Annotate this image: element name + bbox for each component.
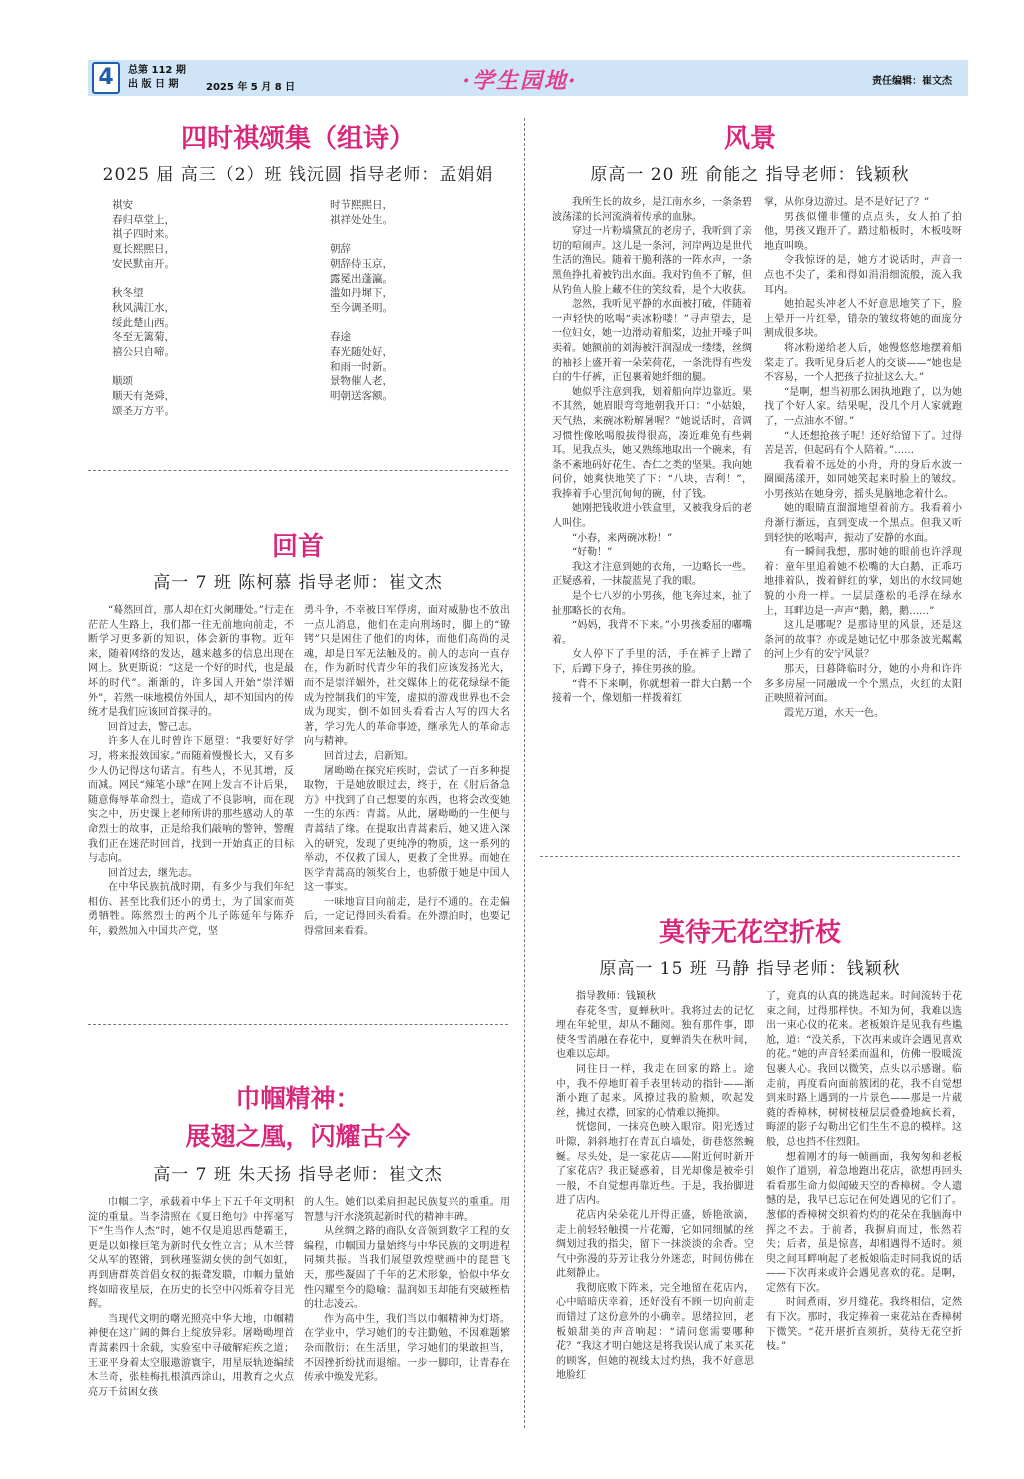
jinguo-title	[88, 1080, 508, 1156]
paragraph: 她似乎注意到我，划着船向岸边靠近。果不其然，她眉眼弯弯地朝我开口：“小姑娘，天气热，来碗冰粉解暑喔？”她说话时，音调习惯性像吆喝般拔得很高，凑近难免有些刺耳。见我点头，她又熟练地取出一个碗来，有条不紊地码好花生、杏仁之类的坚果。我向她问价，她爽快地笑了下：“八块，吉利！”，我捧着手心里沉甸甸的碗，付了钱。	[552, 386, 752, 500]
fengjing-byline: 原高一 20 班 俞能之 指导老师：钱颖秋	[590, 165, 910, 185]
huishou-byline: 高一 7 班 陈柯慕 指导老师：崔文杰	[153, 573, 443, 593]
paragraph: 是个七八岁的小男孩，他飞奔过来，扯了扯那略长的衣角。	[552, 591, 752, 617]
paragraph: 这儿是哪呢？是那诗里的风景，还是这条河的故事？亦或是她记忆中那条波光粼粼的河上少有的安宁风景？	[764, 620, 962, 661]
paragraph: 当现代文明的曙光照亮中华大地，巾帼精神便在这广阔的舞台上绽放异彩。屠呦呦埋首青蒿素四十余载，实验室中寻破解疟疾之道；王亚平身着太空服遨游寰宇，用星辰轨迹编续木兰奇，张桂梅扎根滇西涂山，用教育之火点亮万千贫困女孩	[88, 1313, 294, 1398]
paragraph: 花店内朵朵花儿开得正盛，娇艳欲滴，走上前轻轻触摸一片花瓣，它如同细腻的丝绸划过我的指尖，留下一抹淡淡的余香。空气中弥漫的芬芳让我分外迷恋，时间仿佛在此刻静止。	[556, 1209, 754, 1280]
paragraph: 将冰粉递给老人后，她慢悠悠地摆着船桨走了。我听见身后老人的交谈——“她也是不容易，一个人把孩子拉扯这么大。”	[764, 342, 962, 384]
paragraph: 她拍起头冲老人不好意思地笑了下，脸上晕开一片红晕，错杂的皱纹将她的面庞分割成很多块。	[764, 299, 962, 340]
modai-column-1	[556, 990, 754, 1384]
paragraph: 指导教师：钱颖秋	[576, 991, 656, 1002]
paragraph: 作为高中生，我们当以巾帼精神为灯塔。在学业中，学习她们的专注勤勉，不因难题繁杂而散衍；在生活里，学习她们的果敢担当，不因挫折纷扰而退缩。一步一脚印，让青春在传承中焕发光彩。	[304, 1313, 510, 1384]
paragraph: 我看着不远处的小舟，舟的身后水波一圈圈荡漾开，如同她笑起来时脸上的皱纹。小男孩站在她身旁，摇头晃脑地念着什么。	[764, 459, 962, 500]
paragraph: 了，竟真的认真的挑选起来。时间流转于花束之间，过得那样快。不知为何，我难以选出一束心仪的花来。老板娘许是见我有些尴尬，道：“没关系，下次再来或许会遇见喜欢的花。”她的声音轻柔而温和，仿佛一股暖流包裹人心。我回以微笑，点头以示感谢。临走前，再度看向面前簇团的花，我不自觉想到来时路上遇到的一片景色——那是一片葳蕤的香樟林，树树枝桠层层叠叠地疯长着，晦涩的影子勾勒出它们生生不息的模样。这般，总也挡不住烈阳。	[766, 991, 962, 1148]
fengjing-column-2	[764, 196, 962, 721]
paragraph: 女人停下了手里的活，手在裤子上蹭了下，后蹲下身子，捧住男孩的脸。	[552, 649, 752, 675]
paragraph: 她刚把钱收进小铁盒里，又被我身后的老人叫住。	[552, 503, 752, 530]
divider-left-2	[88, 1024, 508, 1025]
jinguo-title-line-1: 巾帼精神：	[235, 1084, 361, 1113]
date-label: 出 版 日 期	[128, 79, 179, 90]
divider-left-1	[88, 470, 508, 471]
paragraph: 那天，日暮降临时分，她的小舟和许许多多房屋一同融成一个个黑点，火红的太阳正映照着河面。	[764, 664, 962, 705]
huishou-column-2	[304, 604, 510, 940]
paragraph: 有一瞬间我想，那时她的眼前也许浮现着：童年里追着她不松嘴的大白鹅，正乖巧地排着队，拨着鲜红的掌，划出的水纹同她貌的小舟一样。一层层蓬松的毛浮在绿水上，耳畔边是一声声“鹅，鹅，鹅……”	[764, 547, 962, 617]
paragraph: 屠呦呦在探究疟疾时，尝试了一百多种提取物，于是她放眼过去，终于，在《肘后备急方》中找到了自己想要的东西，也将会改变她一生的东西：青蒿。从此，屠呦呦的一生便与青蒿结了缘。在提取出青蒿素后，她又进入深入的研究，发现了更纯净的物质，这一系列的举动，不仅救了国人，更救了全世界。而她在医学青蒿高的领奖台上，也骄傲于她是中国人这一事实。	[304, 765, 510, 894]
paragraph: 霞光万道，水天一色。	[784, 707, 884, 719]
jinguo-title-line-2: 展翅之凰，闪耀古今	[185, 1122, 411, 1151]
paragraph: 我彻底败下阵来，完全地留在花店内，心中暗暗庆幸着，还好没有不顾一切向前走而错过了这份意外的小确幸。思绪拉回，老板娘甜美的声音响起：“请问您需要哪种花？”我这才明白她这是将我误认成了来买花的顾客，但她的视线太过灼热，我不好意思地脸红	[556, 1282, 754, 1382]
huishou-title: 回首	[271, 532, 324, 562]
paragraph: 春花冬雪，夏蝉秋叶。我将过去的记忆埋在年轮里，却从不翻阅。独有那件事，即使冬雪消融在春花中，夏蝉消失在秋叶间，也难以忘却。	[556, 1005, 754, 1061]
paragraph: 在中华民族抗战时期，有多少与我们年纪相仿、甚至比我们还小的勇士，为了国家而英勇牺牲。陈然烈士的两个儿子陈延年与陈乔年，毅然加入中国共产党，坚	[88, 882, 294, 938]
paragraph: 想着刚才的每一帧画面，我匆匆和老板娘作了道别，着急地跑出花店，欲想再回头看看那生命力似闻破天空的香樟树。令人遗憾的是，我早已忘记在何处遇见的它们了。葱郁的香樟树交织着灼灼的花朵在我脑海中挥之不去。于前者，我摒肩而过，怅然若失；后者，虽是惊喜，却相遇得不适时。须臾之间耳畔响起了老板娘临走时同我说的话——下次再来或许会遇见喜欢的花。是啊，定然有下次。	[766, 1151, 962, 1294]
paragraph: 回首过去，启新知。	[324, 750, 414, 762]
paragraph: 男孩似懂非懂的点点头，女人拍了拍他，男孩又跑开了。踏过船板时，木板吱呀地直叫唤。	[764, 211, 962, 252]
paragraph: 她的眼睛直溜溜地望着前方。我看着小舟渐行渐远，直到变成一个黑点。但我又听到轻快的吆喝声，振动了安静的水面。	[764, 503, 962, 544]
paragraph: 同往日一样，我走在回家的路上。途中，我不停地盯着手表里转动的指针——渐渐小跑了起来。风撩过我的脸颊，吹起发丝，拂过衣襟，回家的心情难以掩抑。	[556, 1063, 754, 1119]
modai-column-2	[766, 990, 962, 1355]
paragraph: 时间煮雨，岁月缝花。我终相信，定然有下次。那时，我定捧着一束花站在香樟树下微笑。“花开堪折直须折，莫待无花空折枝。”	[766, 1297, 962, 1353]
jinguo-column-2	[304, 1196, 510, 1386]
modai-byline: 原高一 15 班 马静 指导老师：钱颖秋	[599, 959, 901, 979]
paragraph: 我所生长的故乡，是江南水乡，一条条碧波荡漾的长河流淌着传承的血脉。	[552, 197, 752, 223]
paragraph: 从丝绸之路的商队女音领到数字工程的女编程，巾帼国力量始终与中华民族的文明进程同频共振。当我们展望敦煌壁画中的琵琶飞天，那些凝固了千年的艺术形象，恰似中华女性闪耀至今的隐喻：温润如玉却能有突破桎梏的壮志凌云。	[304, 1226, 510, 1311]
paragraph: “妈妈，我背不下来。”小男孩委屈的嘟嘴着。	[552, 620, 752, 646]
paragraph: 勇斗争，不幸被日军俘虏，面对威胁也不放出一点儿消息，他们在走向刑场时，脚上的“镣铐”只是困住了他们的肉体，而他们高尚的灵魂，却是日军无法触及的。前人的志向一直存在，作为新时代青少年的我们应该发扬光大，而不是崇洋媚外，社交媒体上的花花绿绿不能成为控制我们的牢笼，虚拟的游戏世界也不会成为现实，倒不如回头看看古人写的四大名著，学习先人的革命事迹，继承先人的革命志向与精神。	[304, 605, 510, 748]
paragraph: 回首过去，警己志。	[108, 721, 198, 733]
paragraph: “是啊，想当初那么困执地跑了，以为她找了个好人家。结果呢，没几个月人家就跑了，一点油水不留。”	[764, 386, 962, 427]
column-divider	[524, 118, 526, 1428]
paragraph: 忽然，我听见平静的水面被打破，伴随着一声轻快的吆喝“卖冰粉喽！”寻声望去，是一位妇女，她一边滑动着船桨，边扯开嗓子叫卖着。她额前的刘海被汗润湿成一缕缕，丝绸的袖衫上盛开着一朵荣荷花，一条洗得有些发白的牛仔裤，正包裹着她纤细的腿。	[552, 299, 752, 384]
jinguo-column-1	[88, 1196, 294, 1400]
modai-title: 莫待无花空折枝	[658, 918, 841, 948]
paragraph: “小春，来两碗冰粉！”	[572, 532, 673, 544]
paragraph: 穿过一片粉墙黛瓦的老房子，我听到了亲切的喧闹声。这儿是一条河，河岸两边是世代生活的渔民。随着干脆利落的一阵水声，一条黑鱼挣扎着被钓出水面。我对钓鱼不了解，但从钓鱼人脸上藏不住的笑纹看，是个大收获。	[552, 226, 752, 296]
paragraph: 一味地盲目向前走，是行不通的。在走偏后，一定记得回头看看。在外漂泊时，也要记得常回来看看。	[304, 896, 510, 938]
poem-title: 四时祺颂集（组诗）	[180, 124, 415, 154]
publish-date: 2025 年 5 月 8 日	[206, 82, 296, 93]
paragraph: 巾帼二字，承载着中华上下五千年文明积淀的重量。当李清照在《夏日绝句》中挥毫写下“生当作人杰”时，她不仅是追思西楚霸王，更是以如椽巨笔为新时代女性立言；从木兰替父从军的铿锵，到秋瑾鉴湖女侠的剑气如虹，再到唐群英首倡女权的振聋发聩，巾帼力量始终如暗夜星辰，在历史的长空中闪烁着夺目光辉。	[88, 1197, 294, 1311]
paragraph: “人还想抢孩子呢！还好给留下了。过得苦是苦，但起码有个人陪着。”……	[764, 430, 962, 457]
poem-byline: 2025 届 高三（2）班 钱沅圆 指导老师：孟娟娟	[102, 165, 494, 185]
paragraph: 恍惚间，一抹亮色映入眼帘。阳光透过叶隙，斜斜地打在青瓦白墙处，街巷悠然蜿蜒。尽头处，是一家花店——附近何时新开了家花店？我正疑惑着，目光却像是被牵引一般，不自觉想再靠近些。于是，我抬脚进进了店内。	[556, 1122, 754, 1207]
divider-right-1	[540, 856, 960, 857]
paragraph: “好勒！”	[572, 547, 613, 559]
paragraph: 掌，从你身边游过。是不是好记了？”	[764, 197, 930, 208]
jinguo-byline: 高一 7 班 朱天扬 指导老师：崔文杰	[153, 1165, 443, 1185]
page-number: 4	[92, 62, 120, 94]
paragraph: 令我惊讶的是，她方才说话时，声音一点也不尖了，柔和得如涓涓细流般，流入我耳内。	[764, 255, 962, 296]
poem-column-1: 祺安 春归草堂上， 祺子四时来。 夏长熙熙日， 安民默亩开。 秋冬望 秋风满江水， 绥此楚山西。 冬至无篱菊， 禧公只自啼。 顺颂 顺天有尧舜， 颂圣万方平。	[112, 199, 175, 417]
paragraph: 回首过去，继先志。	[108, 867, 198, 879]
paragraph: “蓦然回首，那人却在灯火阑珊处。”行走在茫茫人生路上，我们都一往无前地向前走，不断学习更多新的知识，体会新的事物。近年来，随着网络的发达，越来越多的信息出现在网上。狄更斯说：“这是一个好的时代，也是最坏的时代”。渐渐的，许多国人开始“崇洋媚外”，若然一味地模仿外国人，却不知国内的传统才是我们应该回首探寻的。	[88, 605, 294, 719]
fengjing-title: 风景	[723, 124, 776, 154]
issue-number: 总第 112 期	[128, 65, 186, 76]
poem-column-2: 时节熙熙日， 祺祥处处生。 朝辞 朝辞侍玉京， 露冕出蓬瀛。 滥如丹墀下， 至今调圣明。 春途 春光随处好， 和雨一时新。 景物催人老， 明朝送客额。	[330, 199, 393, 403]
huishou-column-1	[88, 604, 294, 940]
paragraph: “背不下来啊，你就想着一群大白鹅一个接着一个，像划船一样拨着红	[552, 678, 752, 705]
section-title: ·学生园地·	[462, 68, 578, 94]
paragraph: 我这才注意到她的衣角，一边略长一些。正疑惑着，一抹靛蓝晃了我的眼。	[552, 561, 752, 588]
paragraph: 许多人在儿时曾许下愿望：“我要好好学习，将来报效国家。”而随着慢慢长大，又有多少人仍记得这句诺言。有些人，不见其增，反而减。网民“辣笔小球”在网上发言不计后果，随意侮辱革命烈士，造成了不良影响，而在现实之中，历史课上老师所讲的那些感动人的革命烈士的故事，正是给我们敲响的警钟，警醒我们正在迷茫时回首，找到一开始真正的目标与志向。	[88, 736, 294, 865]
paragraph: 的人生。她们以柔肩担起民族复兴的重重。用智慧与汗水浇筑起新时代的精神丰碑。	[304, 1197, 510, 1223]
editor-credit: 责任编辑：崔文杰	[872, 76, 952, 87]
issue-info	[128, 64, 186, 92]
fengjing-column-1	[552, 196, 752, 707]
